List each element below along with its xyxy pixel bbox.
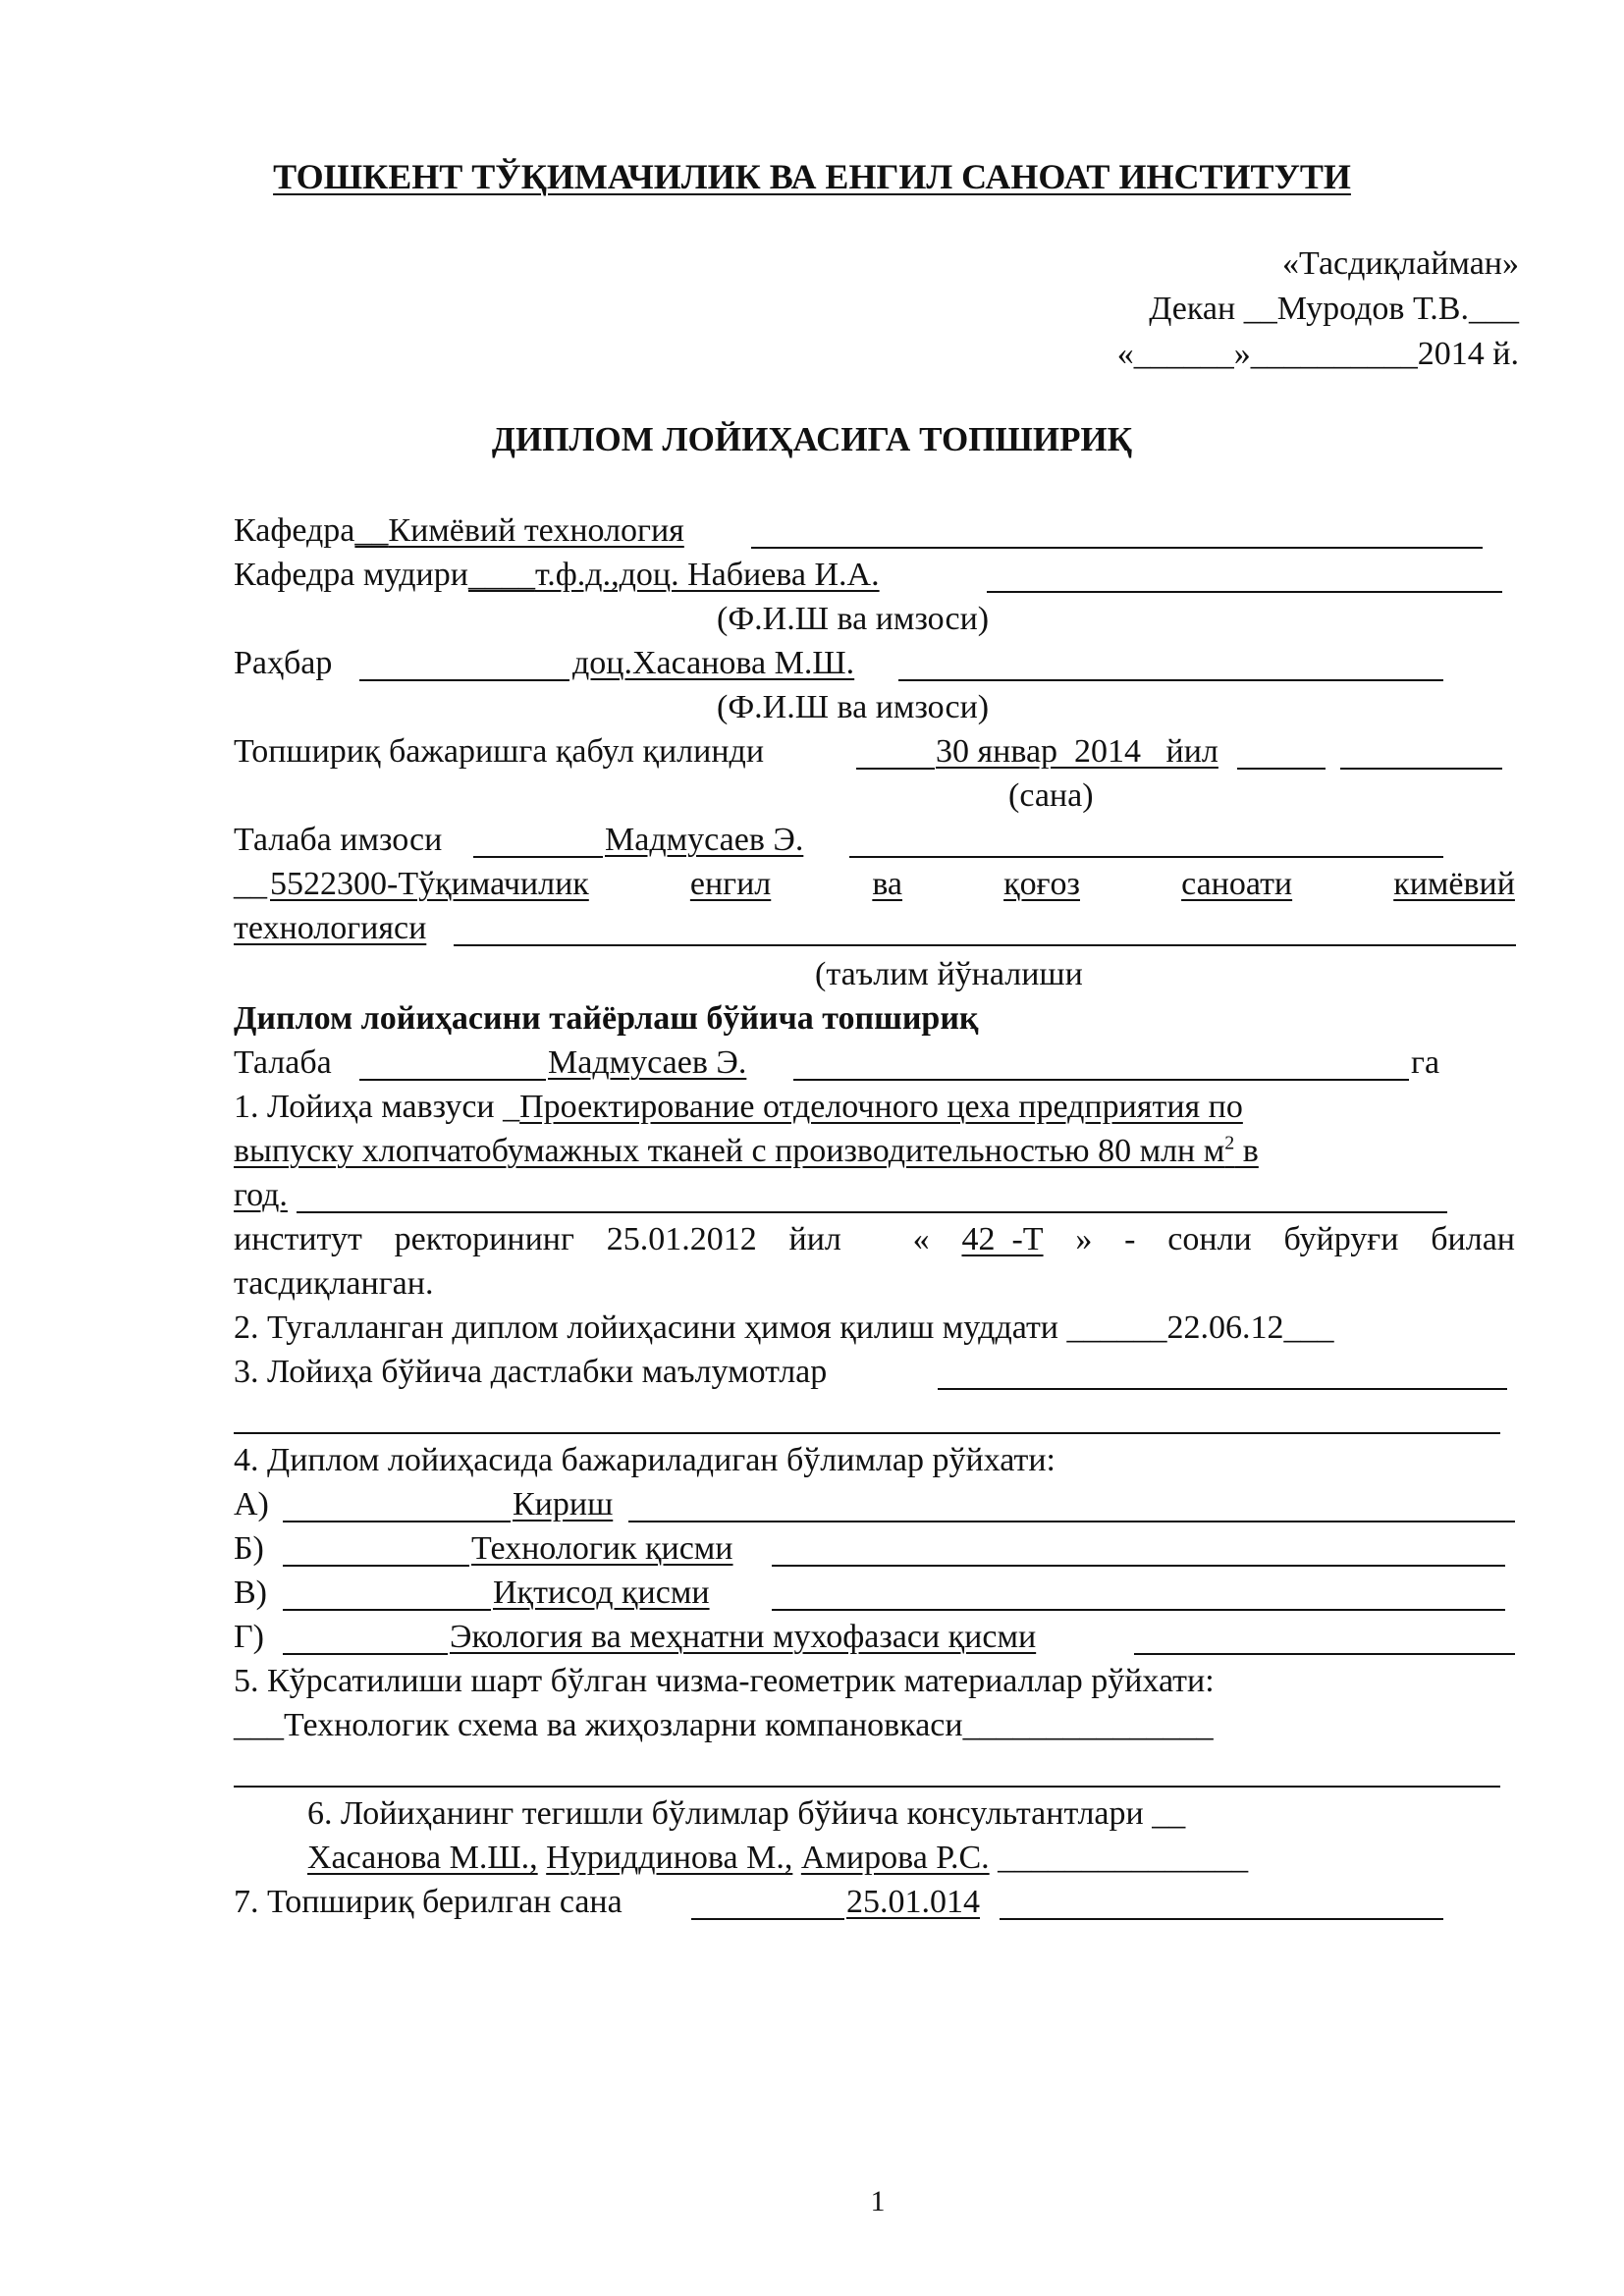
section-name: Иқтисод қисми [493, 1575, 710, 1611]
item7-label: 7. Топшириқ берилган сана [234, 1884, 623, 1920]
task-student-fill-left [359, 1079, 546, 1081]
item1-topic-1: Проектирование отделочного цеха предприятия по [519, 1089, 1243, 1125]
order-word: 25.01.2012 [606, 1221, 757, 1257]
supervisor-value: доц.Хасанова М.Ш. [572, 645, 855, 681]
accepted-fill-mid [1237, 768, 1326, 770]
item1-fill-line [297, 1211, 1447, 1213]
item1-topic-sup: 2 [1224, 1132, 1235, 1154]
institute-title: ТОШКЕНТ ТЎҚИМАЧИЛИК ВА ЕНГИЛ САНОАТ ИНСТИТУТИ [273, 157, 1351, 196]
item4-label: 4. Диплом лойиҳасида бажариладиган бўлимлар рўйхати: [234, 1442, 1056, 1478]
date-close-quote: » [1233, 336, 1251, 372]
item5-label: 5. Кўрсатилиши шарт бўлган чизма-геометрик материаллар рўйхати: [234, 1663, 1215, 1699]
item6-line: 6. Лойиҳанинг тегишли бўлимлар бўйича консультантлари __ [307, 1795, 1186, 1832]
item1-topic-2: выпуску хлопчатобумажных тканей с производительностью 80 млн м [234, 1133, 1225, 1169]
student-sign-fill-left [473, 856, 603, 858]
item1-line-1: 1. Лойиҳа мавзуси _Проектирование отделочного цеха предприятия по [234, 1089, 1243, 1125]
section-letter: В) [234, 1575, 267, 1611]
item5-line: ___Технологик схема ва жиҳозларни компановкаси_______________ [234, 1707, 1214, 1743]
sign-note-1: (Ф.И.Ш ва имзоси) [717, 601, 990, 637]
order-line-2: тасдиқланган. [234, 1265, 434, 1302]
task-student-name: Мадмусаев Э. [548, 1044, 747, 1081]
dean-line: Декан __Муродов Т.В.___ [1149, 291, 1519, 327]
item7-value: 25.01.014 [846, 1884, 980, 1920]
direction-word: ва [872, 866, 903, 902]
item7-fill-left [691, 1918, 844, 1920]
order-number: 42 -Т [961, 1221, 1044, 1257]
item3-label: 3. Лойиҳа бўйича дастлабки маълумотлар [234, 1354, 828, 1390]
section-fill-right [772, 1565, 1505, 1567]
direction-note: (таълим йўналиши [815, 956, 1083, 992]
item1-topic-3: год. [234, 1177, 288, 1213]
item5-value: Технологик схема ва жиҳозларни компановкаси [284, 1707, 963, 1743]
sign-note-2: (Ф.И.Ш ва имзоси) [717, 689, 990, 725]
item1-line-2 [234, 1132, 1259, 1171]
task-heading: Диплом лойиҳасини тайёрлаш бўйича топшириқ [234, 1000, 979, 1037]
direction-line [270, 865, 1515, 904]
item1-topic-end: в [1234, 1133, 1259, 1169]
item2-label: 2. Тугалланган диплом лойиҳасини ҳимоя қилиш муддати [234, 1309, 1059, 1346]
item6-label: 6. Лойиҳанинг тегишли бўлимлар бўйича консультантлари [307, 1795, 1144, 1832]
order-word: буйруғи [1283, 1221, 1399, 1257]
page-title: ДИПЛОМ ЛОЙИҲАСИГА ТОПШИРИҚ [491, 420, 1133, 458]
direction-fill-line [454, 944, 1516, 946]
task-student-fill-right [793, 1079, 1409, 1081]
section-fill-left [283, 1653, 448, 1655]
consultant: Нуриддинова М., [546, 1840, 793, 1876]
direction-word: саноати [1181, 866, 1293, 902]
order-word: сонли [1167, 1221, 1252, 1257]
supervisor-fill-left [359, 679, 569, 681]
order-line [234, 1220, 1515, 1259]
item7-fill-right [1000, 1918, 1443, 1920]
approval-date-line: «______»__________2014 й. [1116, 336, 1519, 372]
direction-word: кимёвий [1393, 866, 1515, 902]
department-label: Кафедра [234, 512, 355, 549]
consultants-line: Хасанова М.Ш., Нуриддинова М., Амирова Р.С. _______________ [307, 1840, 1249, 1876]
order-word: ректорининг [394, 1221, 574, 1257]
student-sign-label: Талаба имзоси [234, 822, 443, 858]
consultant: Хасанова М.Ш., [307, 1840, 538, 1876]
order-word: » [1075, 1221, 1093, 1257]
head-label: Кафедра мудири [234, 557, 468, 593]
accepted-fill-left [856, 768, 935, 770]
task-student-suffix: га [1411, 1044, 1440, 1081]
order-word: - [1124, 1221, 1136, 1257]
item3-fill-line [938, 1388, 1507, 1390]
department-value: Кимёвий технология [388, 512, 684, 549]
section-fill-right [628, 1521, 1515, 1522]
date-note: (сана) [1008, 777, 1094, 814]
direction-word: қоғоз [1003, 866, 1080, 902]
item2-line: 2. Тугалланган диплом лойиҳасини ҳимоя қилиш муддати ______22.06.12___ [234, 1309, 1334, 1346]
item1-label: 1. Лойиҳа мавзуси [234, 1089, 495, 1125]
order-word: йил [788, 1221, 841, 1257]
head-line: Кафедра мудири____т.ф.д.,доц. Набиева И.А. [234, 557, 880, 593]
item5-fill-line [234, 1786, 1500, 1788]
head-value: т.ф.д.,доц. Набиева И.А. [534, 557, 880, 593]
section-name: Технологик қисми [471, 1530, 733, 1567]
page-number: 1 [870, 2185, 886, 2217]
order-word: институт [234, 1221, 362, 1257]
section-fill-right [772, 1609, 1505, 1611]
supervisor-label: Раҳбар [234, 645, 333, 681]
section-fill-left [283, 1609, 491, 1611]
dean-label: Декан [1149, 291, 1236, 327]
item2-value: 22.06.12 [1166, 1309, 1284, 1346]
supervisor-fill-right [898, 679, 1443, 681]
direction-word: енгил [689, 866, 772, 902]
item3-fill-line-2 [234, 1432, 1500, 1434]
task-student-label: Талаба [234, 1044, 332, 1081]
section-fill-left [283, 1565, 469, 1567]
approve-label: «Тасдиқлайман» [1282, 245, 1519, 282]
approval-year: 2014 й. [1417, 336, 1519, 372]
section-letter: Б) [234, 1530, 264, 1567]
order-word: « [912, 1221, 930, 1257]
department-line: Кафедра__Кимёвий технология [234, 512, 684, 549]
student-sign-fill-right [849, 856, 1443, 858]
consultant: Амирова Р.С. [800, 1840, 990, 1876]
direction-line-2: технологияси [234, 910, 427, 946]
dean-name: Муродов Т.В. [1276, 291, 1469, 327]
date-open-quote: « [1116, 336, 1134, 372]
student-sign-value: Мадмусаев Э. [605, 822, 804, 858]
order-word: билан [1431, 1221, 1515, 1257]
section-letter: А) [234, 1486, 269, 1522]
head-fill-line [987, 591, 1502, 593]
section-fill-left [283, 1521, 511, 1522]
accepted-value: 30 январ 2014 йил [936, 733, 1218, 770]
section-name: Кириш [513, 1486, 614, 1522]
accepted-label: Топшириқ бажаришга қабул қилинди [234, 733, 765, 770]
direction-word: 5522300-Тўқимачилик [270, 866, 589, 902]
section-name: Экология ва меҳнатни мухофазаси қисми [450, 1619, 1037, 1655]
department-fill-line [751, 547, 1483, 549]
section-letter: Г) [234, 1619, 264, 1655]
section-fill-right [1134, 1653, 1515, 1655]
accepted-fill-right [1340, 768, 1502, 770]
